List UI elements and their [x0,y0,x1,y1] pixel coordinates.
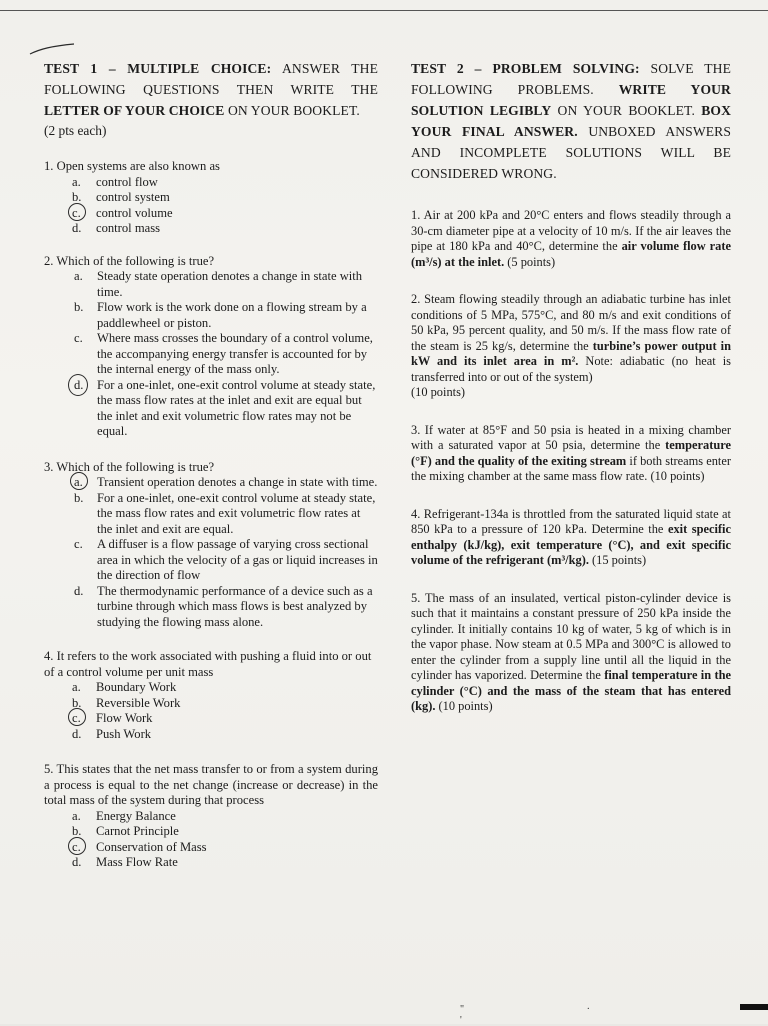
choice-c: c. Flow Work [44,711,378,727]
choice-a: a. Energy Balance [72,808,176,823]
question-5 [44,762,378,871]
test1-column [44,58,378,871]
answer-circle-mark [68,374,88,396]
question-stem: 1. Open systems are also known as [44,159,220,173]
answer-circle-mark [68,837,86,855]
choice-a: a. control flow [72,174,158,189]
edge-mark [740,1004,768,1010]
choice-b: b. For a one-inlet, one-exit control volume at steady state, the mass flow rates and exit volumetric flow rates at the inlet and exit are equal. [74,490,376,536]
choice-b: b. Reversible Work [72,695,181,710]
choice-d: d. control mass [72,221,161,235]
problem-3: 3. If water at 85°F and 50 psia is heated in a mixing chamber with a saturated vapor at 50 psia, determine the temperature (°F) and the quality of the exiting stream if both streams enter the mixing chamber at the same mass flow rate. (10 points) [411,422,731,483]
footer-marks: " · ' [460,1004,650,1026]
problem-2-points: (10 points) [411,385,466,399]
answer-circle-mark [68,708,86,726]
choice-a: a. Steady state operation denotes a change in state with time. [74,269,363,299]
choice-a: a. Transient operation denotes a change in state with time. [44,475,378,491]
problem-5: 5. The mass of an insulated, vertical piston-cylinder device is such that it maintains a constant pressure of 250 kPa inside the cylinder. It initially contains 10 kg of water, 5 kg of which is in the vapor phase. Now steam at 0.5 MPa and 300°C is allowed to enter the cylinder from a supply line until all the liquid in the cylinder has vaporized. Determine the final temperature in the cylinder (°C) and the mass of the steam that has entered (kg). (10 points) [411,590,731,713]
test1-heading: TEST 1 – MULTIPLE CHOICE: ANSWER THE FOLLOWING QUESTIONS THEN WRITE THE LETTER OF YOUR CHOICE ON YOUR BOOKLET. [44,61,378,118]
choice-c: c. A diffuser is a flow passage of varying cross sectional area in which the velocity of a gas or liquid increases in the direction of flow [74,537,378,582]
choice-b: b. Flow work is the work done on a flowing stream by a paddlewheel or piston. [74,300,367,330]
question-stem: 4. It refers to the work associated with pushing a fluid into or out of a control volume per unit mass [44,649,372,679]
choice-a: a. Boundary Work [72,680,177,694]
choice-d: d. For a one-inlet, one-exit control volume at steady state, the mass flow rates at the inlet and exit are equal but the inlet and exit volumetric flow rates may not be equal. [44,378,378,440]
question-2 [44,254,378,440]
test1-points: (2 pts each) [44,123,107,138]
choice-b: b. Carnot Principle [72,824,179,838]
answer-circle-mark [68,203,86,221]
question-stem: 2. Which of the following is true? [44,253,215,268]
problem-1: 1. Air at 200 kPa and 20°C enters and flows steadily through a 30-cm diameter pipe at a velocity of 10 m/s. If the air leaves the pipe at 180 kPa and 40°C, determine the air volume flow rate (m³/s) at the inlet. (5 points) [411,208,731,269]
top-border-line [0,10,768,11]
question-3 [44,460,378,631]
test2-heading: TEST 2 – PROBLEM SOLVING: SOLVE THE FOLLOWING PROBLEMS. WRITE YOUR SOLUTION LEGIBLY ON YOUR BOOKLET. BOX YOUR FINAL ANSWER. UNBOXED ANSWERS AND INCOMPLETE SOLUTIONS WILL BE CONSIDERED WRONG. [411,61,732,181]
question-4 [44,649,378,742]
problem-4: 4. Refrigerant-134a is throttled from the saturated liquid state at 850 kPa to a pressure of 120 kPa. Determine the exit specific enthalpy (kJ/kg), exit temperature (°C), and exit specific volume of the refrigerant (m³/kg). (15 points) [411,506,731,567]
choice-d: d. The thermodynamic performance of a device such as a turbine through which mass flows is best analyzed by studying the flowing mass alone. [74,583,373,629]
choice-c: c. Conservation of Mass [44,840,378,856]
answer-circle-mark [70,472,88,490]
choice-c: c. Where mass crosses the boundary of a control volume, the accompanying energy transfer is accounted for by the internal energy of the mass only. [74,331,373,376]
question-1 [44,159,378,237]
pen-stroke-mark [28,40,78,58]
choice-b: b. control system [72,190,170,204]
choice-d: d. Push Work [72,726,152,741]
question-stem: 5. This states that the net mass transfer to or from a system during a process is equal to the net change (increase or decrease) in the total mass of the system during that process [44,762,378,807]
question-stem: 3. Which of the following is true? [44,459,215,474]
test2-column [411,58,731,715]
problem-2: 2. Steam flowing steadily through an adiabatic turbine has inlet conditions of 5 MPa, 575°C, and 80 m/s and exit conditions of 50 kPa, 95 percent quality, and 50 m/s. If the mass flow rate of the steam is 25 kg/s, determine the turbine’s power output in kW and its inlet area in m². Note: adiabatic (no heat is transferred into or out of the system) (10 points) [411,292,731,399]
choice-c: c. control volume [44,206,378,222]
choice-d: d. Mass Flow Rate [72,855,178,869]
